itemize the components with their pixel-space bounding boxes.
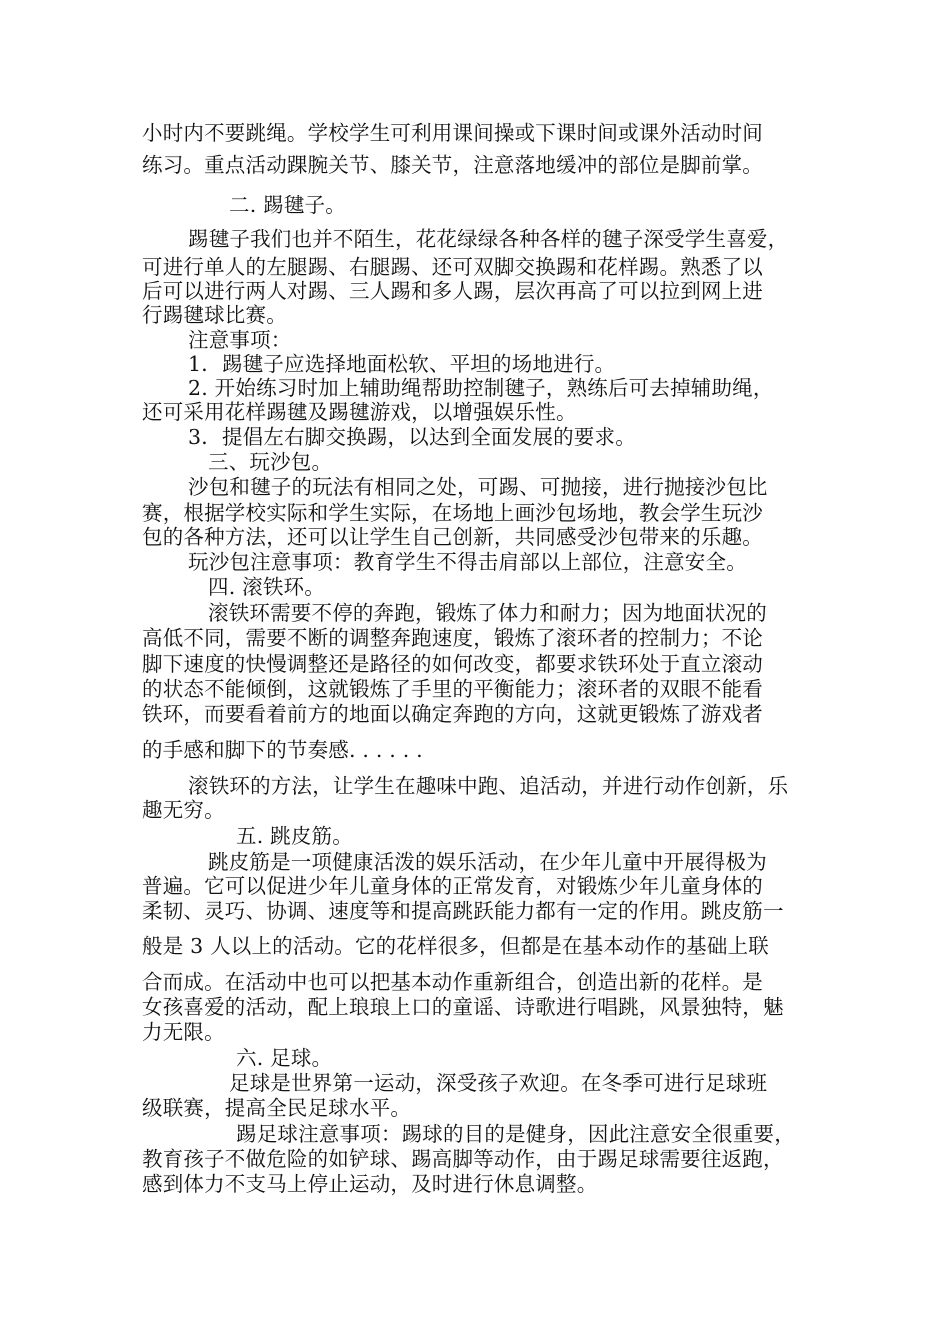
section-heading: 五. 跳皮筋。 xyxy=(236,824,353,848)
text-line: 铁环，而要看着前方的地面以确定奔跑的方向，这就更锻炼了游戏者 xyxy=(142,702,763,726)
text-line: 小时内不要跳绳。学校学生可利用课间操或下课时间或课外活动时间 xyxy=(142,121,763,145)
text-line: 教育孩子不做危险的如铲球、踢高脚等动作，由于踢足球需要往返跑， xyxy=(142,1147,784,1171)
text-line: 感到体力不支马上停止运动，及时进行休息调整。 xyxy=(142,1172,598,1196)
section-heading: 二. 踢毽子。 xyxy=(229,193,346,217)
text-line: 玩沙包注意事项：教育学生不得击肩部以上部位，注意安全。 xyxy=(188,550,747,574)
text-line: 包的各种方法，还可以让学生自己创新，共同感受沙包带来的乐趣。 xyxy=(142,525,763,549)
text-line: 级联赛，提高全民足球水平。 xyxy=(142,1096,412,1120)
text-line: 脚下速度的快慢调整还是路径的如何改变，都要求铁环处于直立滚动 xyxy=(142,652,763,676)
section-heading: 三、玩沙包。 xyxy=(208,450,333,474)
list-item: 1．踢毽子应选择地面松软、平坦的场地进行。 xyxy=(188,352,616,376)
text-line: 高低不同，需要不断的调整奔跑速度，锻炼了滚环者的控制力；不论 xyxy=(142,626,763,650)
text-line: 趣无穷。 xyxy=(142,798,225,822)
section-heading: 六. 足球。 xyxy=(236,1046,333,1070)
text-line: 后可以进行两人对踢、三人踢和多人踢，层次再高了可以拉到网上进 xyxy=(142,279,763,303)
text-line: 滚铁环的方法，让学生在趣味中跑、追活动，并进行动作创新，乐 xyxy=(188,774,789,798)
text-line: 普遍。它可以促进少年儿童身体的正常发育，对锻炼少年儿童身体的 xyxy=(142,874,763,898)
text-line: 踢毽子我们也并不陌生，花花绿绿各种各样的毽子深受学生喜爱， xyxy=(188,227,789,251)
text-line: 合而成。在活动中也可以把基本动作重新组合，创造出新的花样。是 xyxy=(142,970,763,994)
text-line: 女孩喜爱的活动，配上琅琅上口的童谣、诗歌进行唱跳，风景独特，魅 xyxy=(142,995,784,1019)
text-line: 注意事项： xyxy=(188,328,292,352)
section-heading: 四. 滚铁环。 xyxy=(208,575,325,599)
text-line: 力无限。 xyxy=(142,1020,225,1044)
text-line: 可进行单人的左腿踢、右腿踢、还可双脚交换踢和花样踢。熟悉了以 xyxy=(142,255,763,279)
text-line: 的手感和脚下的节奏感. . . . . . xyxy=(142,738,423,762)
list-item: 3．提倡左右脚交换踢，以达到全面发展的要求。 xyxy=(188,425,636,449)
text-line: 的状态不能倾倒，这就锻炼了手里的平衡能力；滚环者的双眼不能看 xyxy=(142,677,763,701)
text-line: 滚铁环需要不停的奔跑，锻炼了体力和耐力；因为地面状况的 xyxy=(208,601,767,625)
text-line: 行踢毽球比赛。 xyxy=(142,303,287,327)
text-line: 柔韧、灵巧、协调、速度等和提高跳跃能力都有一定的作用。跳皮筋一 xyxy=(142,899,784,923)
text-line: 练习。重点活动踝腕关节、膝关节，注意落地缓冲的部位是脚前掌。 xyxy=(142,153,763,177)
text-line: 赛，根据学校实际和学生实际，在场地上画沙包场地，教会学生玩沙 xyxy=(142,501,763,525)
text-line: 还可采用花样踢毽及踢毽游戏，以增强娱乐性。 xyxy=(142,400,577,424)
text-line: 般是 3 人以上的活动。它的花样很多，但都是在基本动作的基础上联 xyxy=(142,934,769,958)
text-line: 跳皮筋是一项健康活泼的娱乐活动，在少年儿童中开展得极为 xyxy=(208,850,767,874)
text-line: 沙包和毽子的玩法有相同之处，可踢、可抛接，进行抛接沙包比 xyxy=(188,475,768,499)
text-line: 足球是世界第一运动，深受孩子欢迎。在冬季可进行足球班 xyxy=(229,1071,768,1095)
list-item: 2. 开始练习时加上辅助绳帮助控制毽子，熟练后可去掉辅助绳， xyxy=(188,376,774,400)
text-line: 踢足球注意事项：踢球的目的是健身，因此注意安全很重要， xyxy=(236,1122,795,1146)
